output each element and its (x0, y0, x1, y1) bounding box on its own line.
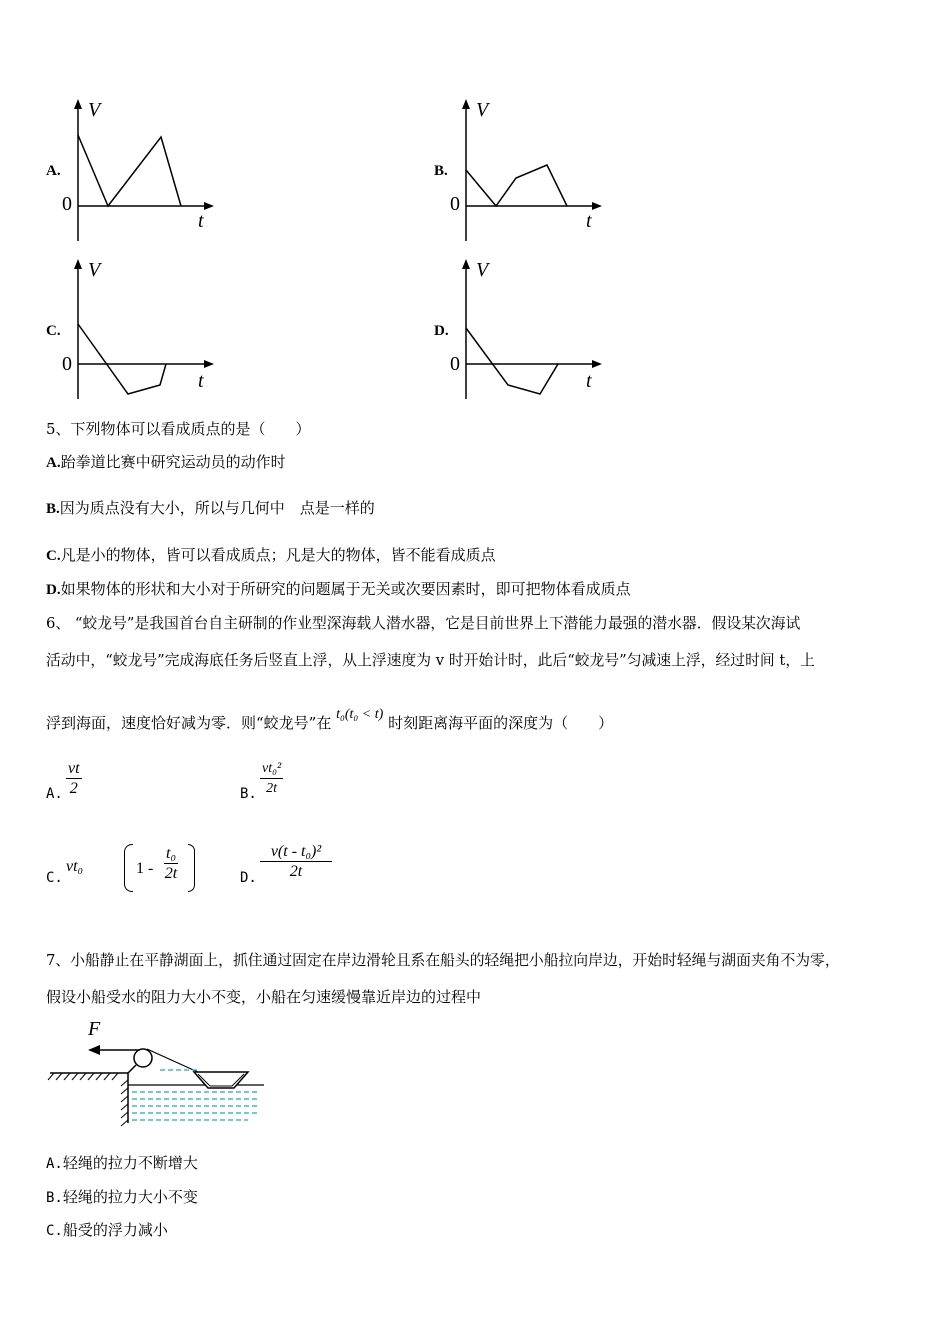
option-letter: C. (46, 870, 63, 886)
axis-label-t: t (586, 210, 592, 232)
prefix-term: vt₀ (66, 858, 84, 875)
option-letter: B. (46, 1190, 63, 1206)
graph-option-label: D. (434, 323, 449, 339)
axis-label-v: V (88, 259, 101, 281)
numerator: t₀ (166, 845, 177, 862)
option-letter: C. (46, 1223, 63, 1239)
option-text: 如果物体的形状和大小对于所研究的问题属于无关或次要因素时，即可把物体看成质点 (60, 580, 631, 598)
graph-c-plot (40, 255, 240, 405)
graph-c (40, 255, 240, 405)
q6-line-3-end: 时刻距离海平面的深度为（ ） (388, 714, 614, 732)
graph-a (40, 95, 240, 245)
axis-label-v: V (88, 99, 101, 121)
q6-line-3 (46, 707, 614, 735)
graph-b-plot (428, 95, 628, 245)
graph-a-plot (40, 95, 240, 245)
fraction (260, 843, 332, 882)
q6-line-1: 6、 “蛟龙号”是我国首台自主研制的作业型深海载人潜水器，它是目前世界上下潜能力最强的潜水器．假设某次海试 (46, 615, 801, 632)
option-letter: A. (46, 455, 61, 471)
origin-label: 0 (62, 353, 72, 375)
option-letter: B. (46, 501, 60, 517)
force-label: F (88, 1018, 101, 1040)
numerator: v(t - t₀)² (260, 843, 332, 862)
option-text: 轻绳的拉力不断增大 (62, 1154, 198, 1172)
denominator: 2t (266, 781, 278, 796)
graph-d (428, 255, 628, 405)
q7-option-a[interactable] (46, 1153, 198, 1174)
denominator: 2 (69, 780, 78, 797)
graph-option-label: C. (46, 323, 61, 339)
fraction (164, 845, 178, 884)
option-text: 跆拳道比赛中研究运动员的动作时 (60, 453, 286, 471)
option-letter: B. (240, 786, 257, 802)
q5-option-a[interactable] (46, 452, 286, 473)
q5-option-c[interactable] (46, 545, 496, 566)
q6-line-2: 活动中，“蛟龙号”完成海底任务后竖直上浮，从上浮速度为 v 时开始计时，此后“蛟龙号”匀减速上浮，经过时间 t，上 (46, 652, 815, 669)
boat-pulley-figure (48, 1018, 268, 1128)
option-text: 轻绳的拉力大小不变 (62, 1188, 198, 1206)
option-text: 因为质点没有大小，所以与几何中 点是一样的 (59, 499, 375, 517)
q7-option-c[interactable] (46, 1220, 168, 1241)
option-letter: A. (46, 1156, 63, 1172)
axis-label-v: V (476, 259, 489, 281)
q6-option-c[interactable] (46, 840, 186, 900)
numerator: vt (68, 760, 80, 777)
paren-right (188, 844, 195, 892)
option-text: 凡是小的物体，皆可以看成质点；凡是大的物体，皆不能看成质点 (60, 546, 496, 564)
q6-time-condition: t₀(t₀ < t) (336, 707, 384, 722)
denominator: 2t (164, 865, 178, 882)
option-text: 船受的浮力减小 (62, 1221, 168, 1239)
q7-option-b[interactable] (46, 1187, 198, 1208)
inner-term: 1 - (136, 860, 154, 877)
q5-option-d[interactable] (46, 579, 631, 600)
q5-stem: 5、下列物体可以看成质点的是（ ） (46, 420, 311, 438)
origin-label: 0 (62, 193, 72, 215)
graph-option-label: A. (46, 163, 61, 179)
axis-label-t: t (198, 210, 204, 232)
option-letter: D. (240, 870, 257, 886)
fraction (66, 760, 82, 799)
option-letter: A. (46, 786, 63, 802)
numerator: vt₀² (260, 760, 283, 779)
q7-line-1: 7、小船静止在平静湖面上，抓住通过固定在岸边滑轮且系在船头的轻绳把小船拉向岸边，开始时轻绳与湖面夹角不为零， (46, 952, 840, 969)
q7-line-2: 假设小船受水的阻力大小不变，小船在匀速缓慢靠近岸边的过程中 (46, 988, 482, 1006)
graph-option-label: B. (434, 163, 448, 179)
axis-label-v: V (476, 99, 489, 121)
option-letter: D. (46, 582, 61, 598)
origin-label: 0 (450, 193, 460, 215)
q6-line-3-start: 浮到海面，速度恰好减为零．则“蛟龙号”在 (46, 714, 332, 732)
q5-option-b[interactable] (46, 498, 375, 519)
origin-label: 0 (450, 353, 460, 375)
boat-pulley-drawing (48, 1018, 268, 1128)
denominator: 2t (289, 863, 303, 880)
axis-label-t: t (586, 370, 592, 392)
option-letter: C. (46, 548, 61, 564)
axis-label-t: t (198, 370, 204, 392)
paren-left (124, 844, 133, 892)
graph-d-plot (428, 255, 628, 405)
fraction (260, 760, 283, 799)
graph-b (428, 95, 628, 245)
